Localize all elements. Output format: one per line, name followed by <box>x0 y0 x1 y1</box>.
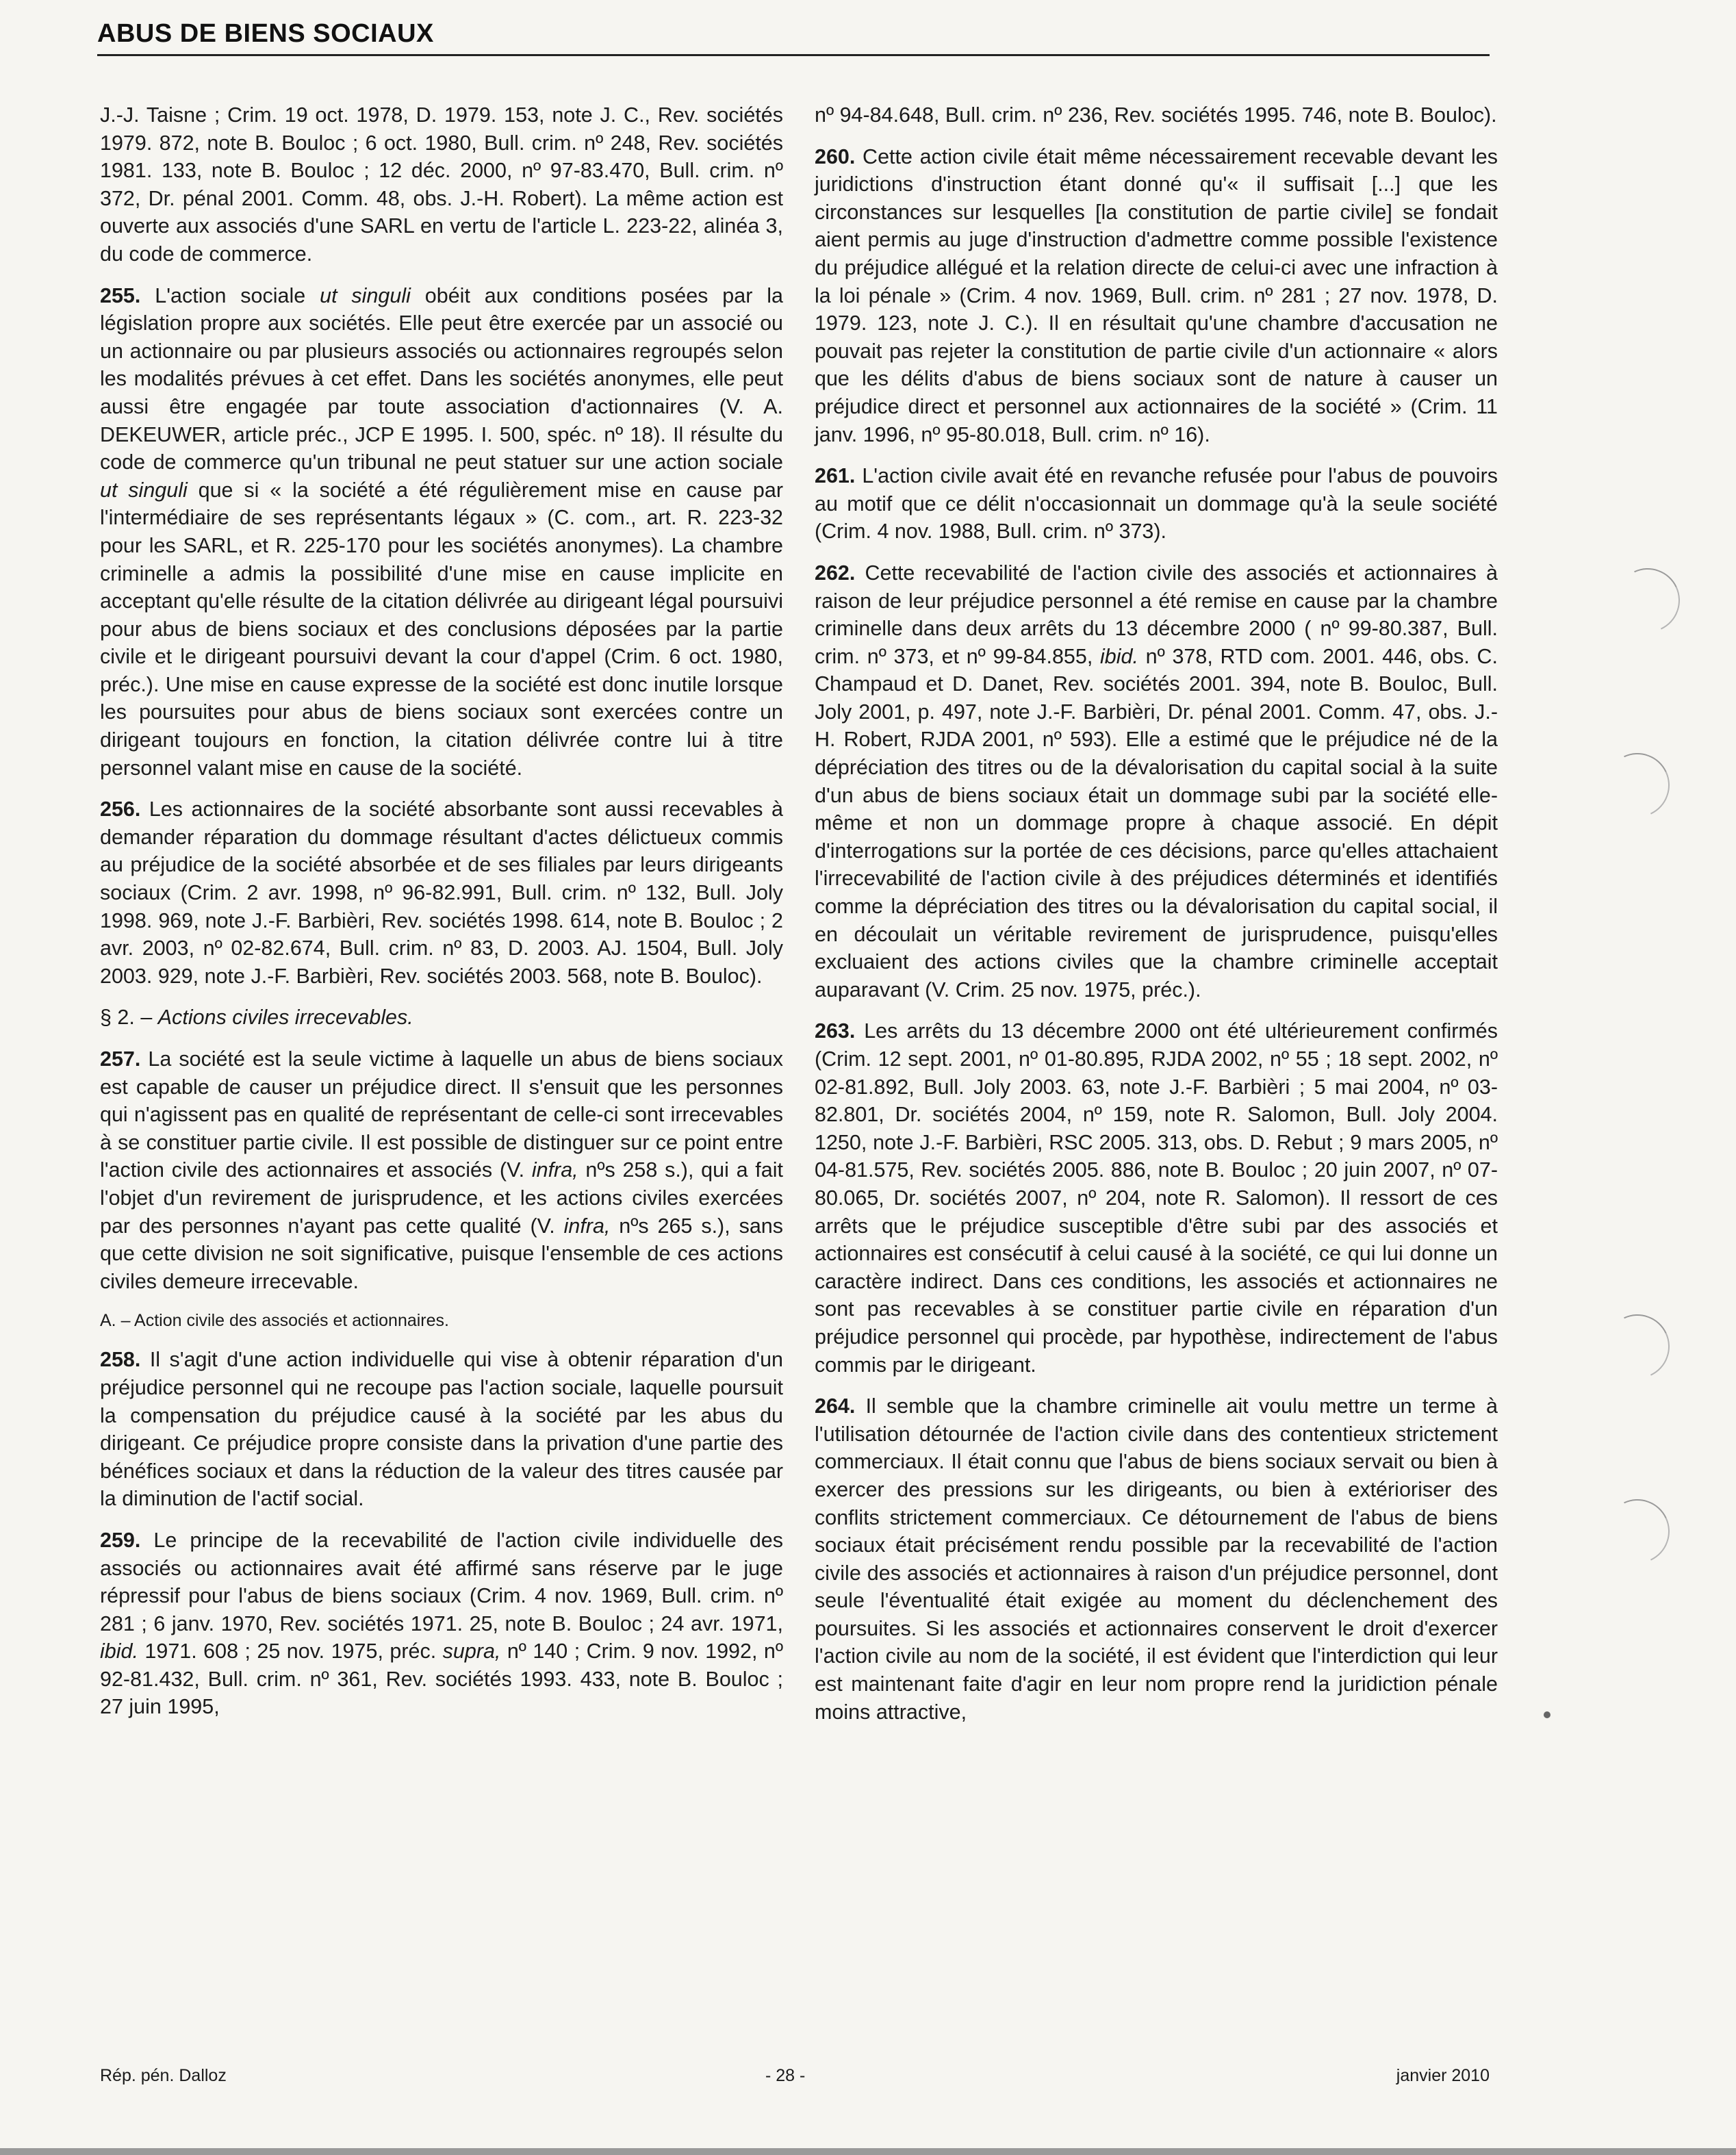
paragraph-260: 260. Cette action civile était même nécessairement recevable devant les juridictions d'instruction étant donné qu'« il suffisait [...] que les circonstances sur lesquelles [la constitution de partie civile] se fondait aient permis au juge d'instruction d'admettre comme possible l'existence du préjudice allégué et la relation directe de celui-ci avec une infraction à la loi pénale » (Crim. 4 nov. 1969, Bull. crim. nº 281 ; 27 nov. 1978, D. 1979. 123, note J. C.). Il en résultait qu'une chambre d'accusation ne pouvait pas rejeter la constitution de partie civile d'un actionnaire « alors que les délits d'abus de biens sociaux sont de nature à causer un préjudice direct et personnel aux actionnaires de la société » (Crim. 11 janv. 1996, nº 95-80.018, Bull. crim. nº 16). <box>815 144 1498 446</box>
paragraph-261: 261. L'action civile avait été en revanche refusée pour l'abus de pouvoirs au motif que ce délit n'occasionnait un dommage qu'à la seule société (Crim. 4 nov. 1988, Bull. crim. nº 373). <box>815 464 1498 544</box>
section-heading: § 2. – Actions civiles irrecevables. <box>100 1006 413 1030</box>
paragraph-number: 258. <box>100 1348 141 1372</box>
page-title: ABUS DE BIENS SOCIAUX <box>97 19 434 48</box>
paragraph-continuation: nº 94-84.648, Bull. crim. nº 236, Rev. sociétés 1995. 746, note B. Bouloc). <box>815 103 1497 127</box>
footer-date: janvier 2010 <box>1396 2066 1490 2085</box>
footer-page-number: - 28 - <box>765 2066 806 2085</box>
scan-edge <box>0 2148 1736 2155</box>
page-footer <box>100 2066 1490 2089</box>
paragraph-number: 263. <box>815 1019 856 1043</box>
punch-hole-mark <box>1596 1305 1678 1388</box>
paragraph-255: 255. L'action sociale ut singuli obéit aux conditions posées par la législation propre aux sociétés. Elle peut être exercée par un associé ou un actionnaire ou par plusieurs associés ou actionnaires regroupés selon les modalités prévues à cet effet. Dans les sociétés anonymes, elle peut aussi être engagée par toute association d'actionnaires (V. A. DEKEUWER, article préc., JCP E 1995. I. 500, spéc. nº 18). Il résulte du code de commerce qu'un tribunal ne peut statuer sur une action sociale ut singuli que si « la société a été régulièrement mise en cause par l'intermédiaire de ses représentants légaux » (C. com., art. R. 223-32 pour les SARL, et R. 225-170 pour les sociétés anonymes). La chambre criminelle a admis la possibilité d'une mise en cause implicite en acceptant qu'elle résulte de la citation délivrée au dirigeant légal poursuivi pour abus de biens sociaux et des conclusions déposées par la partie civile et le dirigeant poursuivi devant la cour d'appel (Crim. 6 oct. 1980, préc.). Une mise en cause expresse de la société est donc inutile lorsque les poursuites pour abus de biens sociaux sont exercées contre un dirigeant toujours en fonction, la citation délivrée contre lui à titre personnel valant mise en cause de la société. <box>100 283 783 780</box>
paragraph-257: 257. La société est la seule victime à laquelle un abus de biens sociaux est capable de causer un préjudice direct. Il s'ensuit que les personnes qui n'agissent pas en qualité de représentant de celle-ci sont irrecevables à se constituer partie civile. Il est possible de distinguer sur ce point entre l'action civile des actionnaires et associés (V. infra, nºs 258 s.), qui a fait l'objet d'un revirement de jurisprudence, et les actions civiles exercées par des personnes n'ayant pas cette qualité (V. infra, nºs 265 s.), sans que cette division ne soit significative, puisque l'ensemble de ces actions civiles demeure irrecevable. <box>100 1047 783 1293</box>
paragraph-262: 262. Cette recevabilité de l'action civile des associés et actionnaires à raison de leur préjudice personnel a été remise en cause par la chambre criminelle dans deux arrêts du 13 décembre 2000 ( nº 99-80.387, Bull. crim. nº 373, et nº 99-84.855, ibid. nº 378, RTD com. 2001. 446, obs. C. Champaud et D. Danet, Rev. sociétés 2001. 394, note B. Bouloc, Bull. Joly 2001, p. 497, note J.-F. Barbièri, Dr. pénal 2001. Comm. 47, obs. J.-H. Robert, RJDA 2001, nº 593). Elle a estimé que le préjudice né de la dépréciation des titres ou de la dévalorisation du capital social à la suite d'un abus de biens sociaux était un dommage subi par la société elle-même et non un dommage propre à chaque associé. En dépit d'interrogations sur la portée de ces décisions, parce qu'elles attachaient l'irrecevabilité de l'action civile à des préjudices déterminés et identifiés comme la dépréciation des titres ou la dévalorisation du capital social, il en découlait un véritable revirement de jurisprudence, puisqu'elles excluaient des actions civiles que la chambre criminelle acceptait auparavant (V. Crim. 25 nov. 1975, préc.). <box>815 561 1498 1002</box>
footer-publication: Rép. pén. Dalloz <box>100 2066 227 2085</box>
subsection-heading: A. – Action civile des associés et actionnaires. <box>100 1311 449 1331</box>
paragraph-number: 261. <box>815 464 856 488</box>
running-header <box>97 19 1490 56</box>
paragraph-264: 264. Il semble que la chambre criminelle ait voulu mettre un terme à l'utilisation détournée de l'action civile dans des contentieux strictement commerciaux. Il était connu que l'abus de biens sociaux servait ou bien à exercer des pressions sur les dirigeants, ou bien à extérioriser des conflits strictement commerciaux. Ce détournement de l'abus de biens sociaux était précisément rendu possible par la recevabilité de l'action civile des associés et actionnaires à raison d'un préjudice personnel, dont seule l'éventualité était exigée au moment du déclenchement des poursuites. Si les associés et actionnaires conservent le droit d'exercer l'action civile au nom de la société, il est évident que l'interdiction qui leur est maintenant faite d'agir en leur nom propre rend la juridiction pénale moins attractive, <box>815 1394 1498 1724</box>
paragraph-number: 262. <box>815 561 856 585</box>
punch-hole-mark <box>1596 1490 1678 1572</box>
paragraph-number: 259. <box>100 1528 141 1552</box>
paragraph-263: 263. Les arrêts du 13 décembre 2000 ont été ultérieurement confirmés (Crim. 12 sept. 2001, nº 01-80.895, RJDA 2002, nº 55 ; 18 sept. 2002, nº 02-81.892, Bull. Joly 2003. 63, note J.-F. Barbièri ; 5 mai 2004, nº 03-82.801, Dr. sociétés 2004, nº 159, note R. Salomon, Bull. Joly 2004. 1250, note J.-F. Barbièri, RSC 2005. 313, obs. D. Rebut ; 9 mars 2005, nº 04-81.575, Rev. sociétés 2005. 886, note B. Bouloc ; 20 juin 2007, nº 07-80.065, Dr. sociétés 2007, nº 204, note R. Salomon). Il ressort de ces arrêts que le préjudice susceptible d'être subi par des associés et actionnaires est consécutif à celui causé à la société, ce qui lui donne un caractère indirect. Dans ces conditions, les associés et actionnaires ne sont pas recevables à se constituer partie civile en réparation d'un préjudice personnel qui procède, par hypothèse, indirectement de l'abus commis par le dirigeant. <box>815 1019 1498 1377</box>
paragraph-258: 258. Il s'agit d'une action individuelle qui vise à obtenir réparation d'un préjudice personnel qui ne recoupe pas l'action sociale, laquelle poursuit la compensation du préjudice causé à la société par les abus du dirigeant. Ce préjudice propre consiste dans la privation d'une partie des bénéfices sociaux et dans la réduction de la valeur des titres causée par la diminution de l'actif social. <box>100 1348 783 1511</box>
punch-hole-mark <box>1596 744 1678 826</box>
punch-hole-mark <box>1607 559 1689 641</box>
left-column <box>100 101 783 1735</box>
paragraph-256: 256. Les actionnaires de la société absorbante sont aussi recevables à demander réparation du dommage résultant d'actes délictueux commis au préjudice de la société absorbée et de ses filiales par leurs dirigeants sociaux (Crim. 2 avr. 1998, nº 96-82.991, Bull. crim. nº 132, Bull. Joly 1998. 969, note J.-F. Barbièri, Rev. sociétés 1998. 614, note B. Bouloc ; 2 avr. 2003, nº 02-82.674, Bull. crim. nº 83, D. 2003. AJ. 1504, Bull. Joly 2003. 929, note J.-F. Barbièri, Rev. sociétés 2003. 568, note B. Bouloc). <box>100 798 783 988</box>
paragraph-number: 257. <box>100 1047 141 1071</box>
scan-speck <box>1544 1711 1550 1718</box>
paragraph-number: 256. <box>100 798 141 821</box>
paragraph-number: 260. <box>815 144 856 168</box>
paragraph-number: 255. <box>100 283 141 307</box>
paragraph-continuation: J.-J. Taisne ; Crim. 19 oct. 1978, D. 1979. 153, note J. C., Rev. sociétés 1979. 872, note B. Bouloc ; 6 oct. 1980, Bull. crim. nº 248, Rev. sociétés 1981. 133, note B. Bouloc ; 12 déc. 2000, nº 97-83.470, Bull. crim. nº 372, Dr. pénal 2001. Comm. 48, obs. J.-H. Robert). La même action est ouverte aux associés d'une SARL en vertu de l'article L. 223-22, alinéa 3, du code de commerce. <box>100 103 783 266</box>
paragraph-number: 264. <box>815 1394 856 1418</box>
paragraph-259: 259. Le principe de la recevabilité de l'action civile individuelle des associés ou actionnaires avait été affirmé sans réserve par le juge répressif pour l'abus de biens sociaux (Crim. 4 nov. 1969, Bull. crim. nº 281 ; 6 janv. 1970, Rev. sociétés 1971. 25, note B. Bouloc ; 24 avr. 1971, ibid. 1971. 608 ; 25 nov. 1975, préc. supra, nº 140 ; Crim. 9 nov. 1992, nº 92-81.432, Bull. crim. nº 361, Rev. sociétés 1993. 433, note B. Bouloc ; 27 juin 1995, <box>100 1528 783 1719</box>
right-column <box>815 101 1498 1739</box>
